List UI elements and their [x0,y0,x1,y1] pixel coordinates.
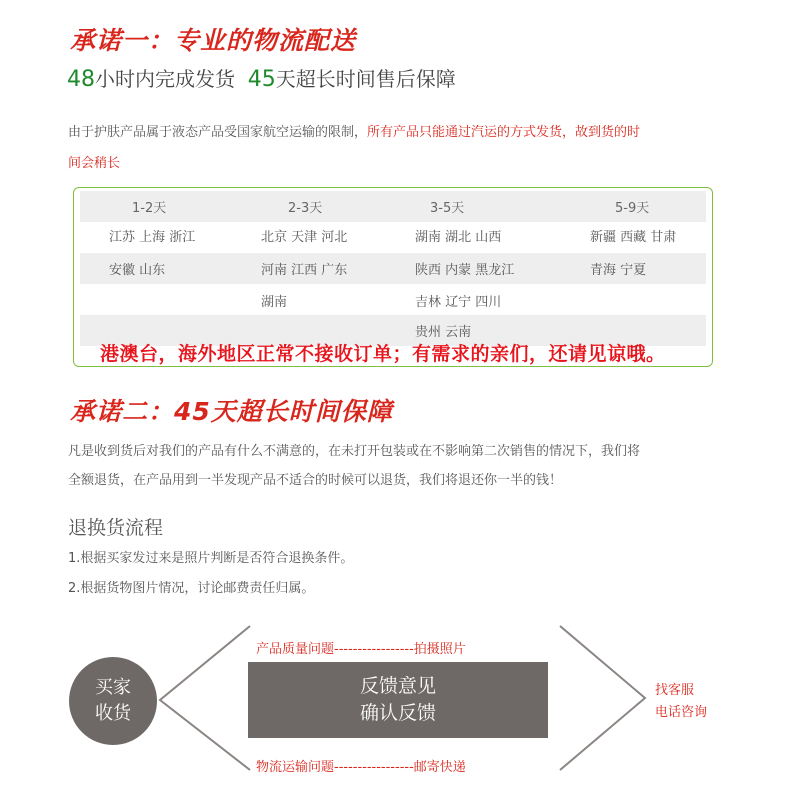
header-1-2-days: 1-2天 [132,201,167,216]
region-cell: 安徽 山东 [109,263,166,278]
desc-plain: 由于护肤产品属于液态产品受国家航空运输的限制， [68,125,368,140]
header-2-3-days: 2-3天 [288,201,323,216]
return-flow-title: 退换货流程 [68,517,164,539]
shipping-table [73,187,713,367]
sub-45-number: 45 [247,67,276,92]
region-cell: 青海 宁夏 [590,263,647,278]
right-chevron-line [560,626,645,770]
return-flow-diagram [0,610,792,799]
cs-line2: 电话咨询 [655,705,708,720]
cs-line1: 找客服 [655,683,695,698]
buyer-receives-circle [69,657,157,745]
feedback-box [248,662,548,738]
overseas-notice: 港澳台，海外地区正常不接收订单；有需求的亲们，还请见谅哦。 [100,343,666,365]
mail-express-label: 邮寄快递 [413,760,466,775]
flow-step-2: 2.根据货物图片情况，讨论邮费责任归属。 [68,581,315,596]
promise2-desc-line1: 凡是收到货后对我们的产品有什么不满意的，在未打开包装或在不影响第二次销售的情况下，我们将 [68,444,641,459]
promise1-title: 承诺一：专业的物流配送 [70,26,357,55]
buyer-line1: 买家 [95,677,131,698]
feedback-line1: 反馈意见 [359,675,436,697]
header-3-5-days: 3-5天 [430,201,465,216]
sub-48-number: 48 [67,67,95,92]
header-5-9-days: 5-9天 [615,201,650,216]
stripe-header [80,191,706,222]
region-cell: 吉林 辽宁 四川 [415,295,502,310]
region-cell: 江苏 上海 浙江 [109,230,196,245]
buyer-line2: 收货 [95,703,131,724]
bottom-dash: ----------------- [334,760,414,775]
flow-step-1: 1.根据买家发过来是照片判断是否符合退换条件。 [68,551,354,566]
promise1-desc-line1 [68,121,640,140]
take-photo-label: 拍摄照片 [413,642,466,657]
left-chevron-line [160,626,250,770]
promise1-subtitle [67,63,456,92]
customer-service-label [655,680,707,724]
promise2-title: 承诺二：45天超长时间保障 [70,397,393,426]
region-cell: 湖南 湖北 山西 [415,230,502,245]
top-flow-label [256,638,466,657]
sub-48-text: 小时内完成发货 [95,67,235,91]
region-cell: 北京 天津 河北 [261,230,348,245]
quality-issue-label: 产品质量问题 [256,642,335,657]
bottom-flow-label [256,756,466,775]
shipping-issue-label: 物流运输问题 [256,760,335,775]
region-cell: 新疆 西藏 甘肃 [590,230,677,245]
sub-45-text: 天超长时间售后保障 [275,67,456,91]
desc-red: 所有产品只能通过汽运的方式发货，故到货的时 [367,125,641,140]
region-cell: 湖南 [261,295,288,310]
region-cell: 陕西 内蒙 黑龙江 [415,263,515,278]
region-cell: 河南 江西 广东 [261,263,348,278]
region-cell: 贵州 云南 [415,325,472,340]
feedback-line2: 确认反馈 [359,702,436,724]
promise1-desc-line2: 间会稍长 [68,156,121,171]
promise2-desc-line2: 全额退货，在产品用到一半发现产品不适合的时候可以退货，我们将退还你一半的钱！ [68,473,563,488]
top-dash: ----------------- [334,642,414,657]
